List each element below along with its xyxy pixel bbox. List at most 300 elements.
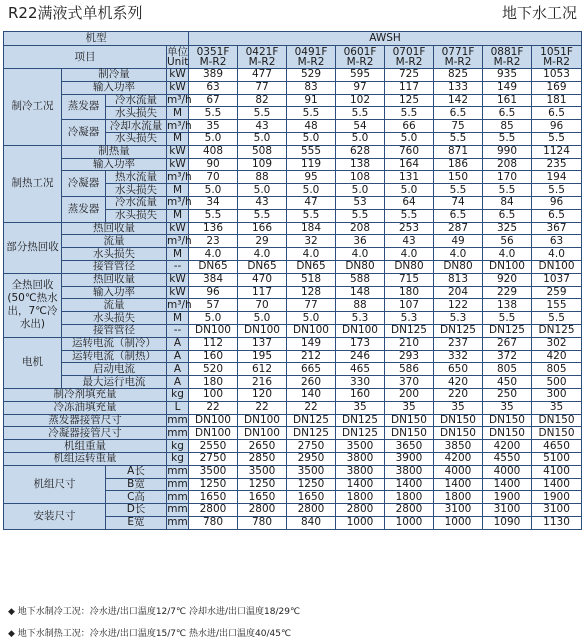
- value-cell: 70: [238, 299, 287, 312]
- value-cell: 133: [434, 81, 483, 94]
- value-cell: 3500: [336, 440, 385, 453]
- unit-cell: A: [167, 350, 189, 363]
- row-label: 水头损失: [106, 209, 167, 222]
- value-cell: 4000: [483, 465, 532, 478]
- value-cell: 5.5: [483, 312, 532, 325]
- row-label: 运转电流（制热）: [62, 350, 167, 363]
- value-cell: 82: [238, 94, 287, 107]
- table-row: [4, 196, 582, 209]
- value-cell: 2800: [385, 504, 434, 517]
- value-cell: 119: [287, 158, 336, 171]
- row-label: 机组运转重量: [4, 452, 167, 465]
- value-cell: 57: [189, 299, 238, 312]
- value-cell: 5100: [532, 452, 582, 465]
- table-row: [4, 452, 582, 465]
- value-cell: 212: [287, 350, 336, 363]
- value-cell: DN125: [385, 324, 434, 337]
- value-cell: 5.3: [336, 312, 385, 325]
- row-label: E宽: [106, 516, 167, 529]
- value-cell: 5.5: [189, 107, 238, 120]
- value-cell: 166: [238, 222, 287, 235]
- sub-evaporator: 蒸发器: [62, 94, 106, 120]
- value-cell: 6.5: [483, 107, 532, 120]
- row-label: 冷凝器接管尺寸: [4, 427, 167, 440]
- row-label: 输入功率: [62, 158, 167, 171]
- unit-cell: kW: [167, 69, 189, 82]
- value-cell: 555: [287, 145, 336, 158]
- value-cell: 260: [287, 376, 336, 389]
- group-heating: 制热工况: [4, 145, 62, 222]
- value-cell: 1650: [287, 491, 336, 504]
- value-cell: 1400: [532, 478, 582, 491]
- sub-condenser: 冷凝器: [62, 120, 106, 146]
- value-cell: 3100: [483, 504, 532, 517]
- value-cell: 465: [336, 363, 385, 376]
- value-cell: 1400: [385, 478, 434, 491]
- value-cell: 216: [238, 376, 287, 389]
- row-label: 输入功率: [62, 286, 167, 299]
- row-label: 流量: [62, 235, 167, 248]
- value-cell: 813: [434, 273, 483, 286]
- unit-cell: m³/h: [167, 298, 192, 311]
- row-label: 热回收量: [62, 273, 167, 286]
- value-cell: 3900: [385, 452, 434, 465]
- value-cell: 96: [532, 196, 582, 209]
- unit-cell: kW: [167, 81, 189, 94]
- value-cell: 43: [238, 120, 287, 133]
- value-cell: 840: [287, 516, 336, 529]
- value-cell: 1000: [434, 516, 483, 529]
- value-cell: 29: [238, 235, 287, 248]
- value-cell: 35: [532, 401, 582, 414]
- value-cell: DN65: [287, 260, 336, 273]
- value-cell: 325: [483, 222, 532, 235]
- value-cell: 408: [189, 145, 238, 158]
- value-cell: 96: [532, 120, 582, 133]
- unit-cell: mm: [167, 465, 188, 478]
- value-cell: 210: [385, 337, 434, 350]
- value-cell: 160: [336, 388, 385, 401]
- value-cell: 160: [189, 350, 238, 363]
- value-cell: DN80: [434, 260, 483, 273]
- unit-cell: kW: [167, 286, 189, 299]
- unit-cell: A: [167, 363, 189, 376]
- value-cell: 5.0: [189, 184, 238, 197]
- value-cell: 3100: [532, 504, 582, 517]
- value-cell: 5.5: [385, 209, 434, 222]
- value-cell: 586: [385, 363, 434, 376]
- value-cell: DN100: [238, 427, 287, 440]
- unit-cell: M: [167, 184, 189, 197]
- table-row: [4, 248, 582, 261]
- value-cell: 4550: [483, 452, 532, 465]
- value-cell: 4.0: [189, 248, 238, 261]
- value-cell: 477: [238, 69, 287, 82]
- value-cell: 63: [189, 81, 238, 94]
- value-cell: 22: [287, 401, 336, 414]
- unit-cell: mm: [167, 477, 188, 490]
- value-cell: 287: [434, 222, 483, 235]
- value-cell: 1037: [532, 273, 582, 286]
- value-cell: 5.0: [287, 132, 336, 145]
- value-cell: 53: [336, 196, 385, 209]
- value-cell: DN100: [189, 324, 238, 337]
- value-cell: 66: [385, 120, 434, 133]
- table-row: [4, 414, 582, 427]
- value-cell: 1124: [532, 145, 582, 158]
- header-item-label: 项目: [4, 46, 167, 69]
- value-cell: DN150: [434, 427, 483, 440]
- value-cell: 2850: [238, 452, 287, 465]
- value-cell: 5.0: [385, 184, 434, 197]
- table-row: [4, 337, 582, 350]
- value-cell: 780: [238, 516, 287, 529]
- unit-cell: mm: [167, 503, 188, 516]
- value-cell: 665: [287, 363, 336, 376]
- value-cell: 5.0: [287, 184, 336, 197]
- unit-cell: M: [167, 209, 189, 222]
- value-cell: 85: [483, 120, 532, 133]
- row-label: 冷却水流量: [106, 120, 167, 133]
- value-cell: 1650: [189, 491, 238, 504]
- unit-cell: m³/h: [167, 119, 192, 132]
- value-cell: 5.5: [532, 184, 582, 197]
- table-row: [4, 350, 582, 363]
- value-cell: 112: [189, 337, 238, 350]
- sub-condenser: 冷凝器: [62, 171, 106, 197]
- value-cell: 96: [189, 286, 238, 299]
- table-row: [4, 81, 582, 94]
- value-cell: 5.5: [385, 107, 434, 120]
- value-cell: 128: [287, 286, 336, 299]
- value-cell: 186: [434, 158, 483, 171]
- unit-cell: M: [167, 312, 189, 325]
- value-cell: 56: [483, 235, 532, 248]
- value-cell: 47: [287, 196, 336, 209]
- table-row: [4, 69, 582, 82]
- value-cell: 138: [336, 158, 385, 171]
- value-cell: 5.5: [287, 107, 336, 120]
- table-row: [4, 145, 582, 158]
- value-cell: 1250: [189, 478, 238, 491]
- table-row: [4, 363, 582, 376]
- table-row: [4, 171, 582, 184]
- value-cell: 1250: [238, 478, 287, 491]
- value-cell: DN125: [532, 324, 582, 337]
- row-label: D长: [106, 504, 167, 517]
- value-cell: 83: [287, 81, 336, 94]
- value-cell: 95: [287, 171, 336, 184]
- value-cell: 131: [385, 171, 434, 184]
- value-cell: DN100: [238, 414, 287, 427]
- value-cell: DN150: [483, 427, 532, 440]
- value-cell: 2750: [189, 452, 238, 465]
- value-cell: 5.5: [238, 209, 287, 222]
- value-cell: DN100: [336, 324, 385, 337]
- value-cell: 4.0: [336, 248, 385, 261]
- value-cell: 4200: [483, 440, 532, 453]
- row-label: 水头损失: [62, 248, 167, 261]
- unit-cell: m³/h: [167, 234, 192, 247]
- value-cell: 149: [287, 337, 336, 350]
- value-cell: 450: [483, 376, 532, 389]
- unit-cell: mm: [167, 516, 188, 529]
- value-cell: 109: [238, 158, 287, 171]
- value-cell: DN80: [385, 260, 434, 273]
- table-row: [4, 376, 582, 389]
- row-label: 接管管径: [62, 324, 167, 337]
- value-cell: 250: [483, 388, 532, 401]
- value-cell: 2750: [287, 440, 336, 453]
- value-cell: 22: [238, 401, 287, 414]
- unit-cell: --: [167, 324, 189, 337]
- value-cell: 5.0: [238, 312, 287, 325]
- value-cell: 107: [385, 299, 434, 312]
- value-cell: DN150: [385, 427, 434, 440]
- value-cell: 36: [336, 235, 385, 248]
- value-cell: 2650: [238, 440, 287, 453]
- value-cell: 54: [336, 120, 385, 133]
- value-cell: 1650: [238, 491, 287, 504]
- group-unit-dimensions: 机组尺寸: [4, 465, 106, 503]
- row-label: 流量: [62, 299, 167, 312]
- unit-cell: kg: [167, 388, 189, 401]
- unit-cell: M: [167, 248, 189, 261]
- value-cell: 5.0: [189, 312, 238, 325]
- unit-cell: m³/h: [167, 170, 192, 183]
- header-model-6: 0881F M-R2: [483, 46, 532, 69]
- value-cell: DN150: [434, 414, 483, 427]
- value-cell: 5.0: [336, 184, 385, 197]
- table-row: [4, 120, 582, 133]
- value-cell: 64: [385, 196, 434, 209]
- value-cell: 2800: [336, 504, 385, 517]
- value-cell: 1800: [434, 491, 483, 504]
- value-cell: 22: [189, 401, 238, 414]
- value-cell: 6.5: [532, 107, 582, 120]
- header-unit: 单位 Unit: [167, 46, 189, 68]
- table-row: [4, 273, 582, 286]
- value-cell: DN150: [532, 414, 582, 427]
- value-cell: 88: [336, 299, 385, 312]
- value-cell: 384: [189, 273, 238, 286]
- value-cell: 5.0: [336, 132, 385, 145]
- row-label: 冷水流量: [106, 196, 167, 209]
- value-cell: 140: [287, 388, 336, 401]
- value-cell: 63: [532, 235, 582, 248]
- row-label: 制热量: [62, 145, 167, 158]
- value-cell: 1800: [385, 491, 434, 504]
- value-cell: 142: [434, 94, 483, 107]
- row-label: 启动电流: [62, 363, 167, 376]
- value-cell: DN100: [532, 260, 582, 273]
- value-cell: 148: [336, 286, 385, 299]
- value-cell: 150: [434, 171, 483, 184]
- row-label: 输入功率: [62, 81, 167, 94]
- value-cell: 136: [189, 222, 238, 235]
- value-cell: 825: [434, 69, 483, 82]
- value-cell: 6.5: [434, 107, 483, 120]
- group-full-heat-recovery: 全热回收(50℃热水出，7℃冷水出): [4, 273, 62, 337]
- unit-cell: kW: [167, 145, 189, 158]
- value-cell: 1900: [483, 491, 532, 504]
- row-label: 热回收量: [62, 222, 167, 235]
- value-cell: 2800: [287, 504, 336, 517]
- value-cell: 117: [385, 81, 434, 94]
- value-cell: 5.5: [189, 209, 238, 222]
- header-model-5: 0771F M-R2: [434, 46, 483, 69]
- value-cell: 1250: [287, 478, 336, 491]
- unit-cell: mm: [167, 490, 188, 503]
- unit-cell: mm: [167, 413, 188, 426]
- value-cell: 5.5: [483, 132, 532, 145]
- value-cell: 2800: [189, 504, 238, 517]
- value-cell: 88: [238, 171, 287, 184]
- value-cell: 75: [434, 120, 483, 133]
- footnote-heating: ◆ 地下水制热工况：冷水进/出口温度15/7℃ 热水进/出口温度40/45℃: [8, 629, 292, 639]
- value-cell: 3800: [336, 452, 385, 465]
- value-cell: 184: [287, 222, 336, 235]
- value-cell: 23: [189, 235, 238, 248]
- table-row: [4, 222, 582, 235]
- value-cell: DN100: [238, 324, 287, 337]
- row-label: 水头损失: [106, 107, 167, 120]
- value-cell: 588: [336, 273, 385, 286]
- table-row: [4, 504, 582, 517]
- value-cell: 5.3: [385, 312, 434, 325]
- value-cell: 4000: [434, 465, 483, 478]
- table-row: [4, 299, 582, 312]
- value-cell: 5.5: [532, 312, 582, 325]
- table-row: [4, 286, 582, 299]
- table-row: [4, 388, 582, 401]
- value-cell: 5.0: [189, 132, 238, 145]
- value-cell: 1400: [483, 478, 532, 491]
- value-cell: 760: [385, 145, 434, 158]
- unit-cell: m³/h: [167, 93, 192, 106]
- value-cell: 3500: [238, 465, 287, 478]
- value-cell: DN100: [189, 427, 238, 440]
- value-cell: 1130: [532, 516, 582, 529]
- header-model-7: 1051F M-R2: [532, 46, 582, 69]
- value-cell: 990: [483, 145, 532, 158]
- unit-cell: L: [167, 401, 189, 414]
- page-title: R22满液式单机系列: [8, 4, 143, 22]
- value-cell: 420: [532, 350, 582, 363]
- page-header: [8, 2, 577, 24]
- value-cell: 48: [287, 120, 336, 133]
- value-cell: 220: [434, 388, 483, 401]
- value-cell: 5.5: [532, 132, 582, 145]
- value-cell: 35: [385, 401, 434, 414]
- row-label: 最大运行电流: [62, 376, 167, 389]
- value-cell: 1400: [336, 478, 385, 491]
- value-cell: DN80: [336, 260, 385, 273]
- value-cell: 612: [238, 363, 287, 376]
- row-label: 运转电流（制冷）: [62, 337, 167, 350]
- row-label: 制冷量: [62, 69, 167, 82]
- value-cell: 871: [434, 145, 483, 158]
- value-cell: 1000: [336, 516, 385, 529]
- unit-cell: --: [167, 260, 189, 273]
- value-cell: 84: [483, 196, 532, 209]
- value-cell: 246: [336, 350, 385, 363]
- row-label: 热水流量: [106, 171, 167, 184]
- value-cell: 4.0: [287, 248, 336, 261]
- value-cell: 500: [532, 376, 582, 389]
- value-cell: 77: [238, 81, 287, 94]
- value-cell: 170: [483, 171, 532, 184]
- value-cell: 181: [532, 94, 582, 107]
- value-cell: 5.0: [238, 184, 287, 197]
- table-row: [4, 235, 582, 248]
- value-cell: 235: [532, 158, 582, 171]
- unit-cell: kg: [167, 452, 189, 465]
- footnote-cooling: ◆ 地下水制冷工况：冷水进/出口温度12/7℃ 冷却水进/出口温度18/29℃: [8, 607, 301, 617]
- header-model-4: 0701F M-R2: [385, 46, 434, 69]
- value-cell: 3650: [385, 440, 434, 453]
- value-cell: 330: [336, 376, 385, 389]
- row-label: 水头损失: [62, 312, 167, 325]
- value-cell: 5.5: [434, 184, 483, 197]
- value-cell: 180: [189, 376, 238, 389]
- value-cell: 5.5: [336, 107, 385, 120]
- value-cell: DN125: [287, 414, 336, 427]
- value-cell: 4.0: [238, 248, 287, 261]
- value-cell: 108: [336, 171, 385, 184]
- value-cell: 49: [434, 235, 483, 248]
- value-cell: DN100: [287, 324, 336, 337]
- value-cell: 780: [189, 516, 238, 529]
- value-cell: 470: [238, 273, 287, 286]
- row-label: 机组重量: [4, 440, 167, 453]
- value-cell: 805: [532, 363, 582, 376]
- value-cell: 169: [532, 81, 582, 94]
- unit-cell: kg: [167, 440, 189, 453]
- value-cell: DN125: [434, 324, 483, 337]
- unit-cell: M: [167, 132, 189, 145]
- value-cell: 5.5: [238, 107, 287, 120]
- header-series: AWSH: [189, 32, 582, 46]
- value-cell: 4.0: [532, 248, 582, 261]
- value-cell: 70: [189, 171, 238, 184]
- value-cell: 91: [287, 94, 336, 107]
- row-label: 接管管径: [62, 260, 167, 273]
- value-cell: 6.5: [434, 209, 483, 222]
- value-cell: DN65: [189, 260, 238, 273]
- value-cell: DN65: [238, 260, 287, 273]
- value-cell: DN150: [385, 414, 434, 427]
- value-cell: 1090: [483, 516, 532, 529]
- value-cell: 628: [336, 145, 385, 158]
- unit-cell: M: [167, 107, 189, 120]
- value-cell: 35: [434, 401, 483, 414]
- value-cell: 3850: [434, 440, 483, 453]
- value-cell: 74: [434, 196, 483, 209]
- value-cell: 3100: [434, 504, 483, 517]
- value-cell: 5.3: [434, 312, 483, 325]
- condition-label: 地下水工况: [501, 4, 577, 22]
- value-cell: 1000: [385, 516, 434, 529]
- unit-cell: m³/h: [167, 196, 192, 209]
- value-cell: 4650: [532, 440, 582, 453]
- value-cell: 267: [483, 337, 532, 350]
- row-label: B宽: [106, 478, 167, 491]
- unit-cell: kW: [167, 273, 189, 286]
- value-cell: 97: [336, 81, 385, 94]
- value-cell: 4100: [532, 465, 582, 478]
- header-model-2: 0491F M-R2: [287, 46, 336, 69]
